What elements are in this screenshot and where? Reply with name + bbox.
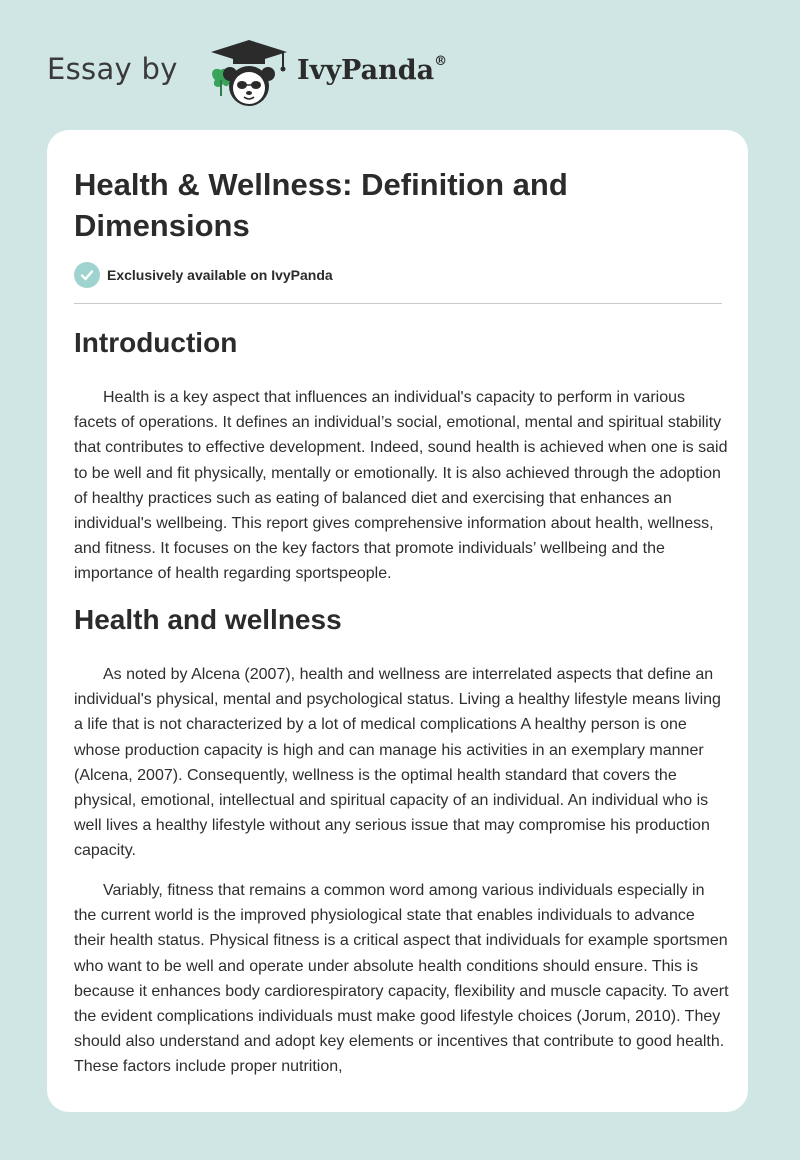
brand-name[interactable] <box>297 55 447 86</box>
section-heading-health-and-wellness: Health and wellness <box>74 604 342 635</box>
section-heading-introduction: Introduction <box>74 327 238 358</box>
divider <box>74 303 722 304</box>
paragraph-health-wellness-1: As noted by Alcena (2007), health and wellness are interrelated aspects that define an individual's physical, mental and psychological status. Living a healthy lifestyle means living a life that is not characterized by a lot of medical complications A healthy person is one whose production capacity is high and can manage his activities in an exemplary manner (Alcena, 2007). Consequently, wellness is the optimal health standard that covers the physical, emotional, intellectual and spiritual capacity of an individual. An individual who is well lives a healthy lifestyle without any serious issue that may compromise his production capacity. <box>74 666 721 860</box>
check-icon <box>74 262 100 288</box>
registered-mark: ® <box>434 54 448 69</box>
brand-text: IvyPanda <box>297 55 435 86</box>
essay-by-label: Essay by <box>47 52 178 86</box>
exclusive-badge <box>74 262 333 288</box>
paragraph-health-wellness-2: Variably, fitness that remains a common word among various individuals especially in the current world is the improved physiological state that enables individuals to advance their health status. Physical fitness is a critical aspect that individuals for example sportsmen who want to be well and operate under absolute health conditions should ensure. This is because it enhances body cardiorespiratory capacity, flexibility and muscle capacity. To avert the evident complications individuals must make good lifestyle choices (Jorum, 2010). They should also understand and adopt key elements or incentives that contribute to good health. These factors include proper nutrition, <box>74 882 729 1076</box>
ivypanda-panda-logo-icon[interactable] <box>203 36 295 108</box>
article-title: Health & Wellness: Definition and Dimensions <box>74 167 568 243</box>
article-card <box>47 130 748 1112</box>
paragraph-introduction: Health is a key aspect that influences an individual's capacity to perform in various facets of operations. It defines an individual’s social, emotional, mental and spiritual stability that contributes to effective development. Indeed, sound health is achieved when one is said to be well and fit physically, mentally or emotionally. It is also achieved through the adoption of healthy practices such as eating of balanced diet and exercising that enhances an individual's wellbeing. This report gives comprehensive information about health, wellness, and fitness. It focuses on the key factors that promote individuals’ wellbeing and the importance of health regarding sportspeople. <box>74 389 728 583</box>
site-header <box>47 36 647 108</box>
exclusive-label: Exclusively available on IvyPanda <box>107 267 333 283</box>
